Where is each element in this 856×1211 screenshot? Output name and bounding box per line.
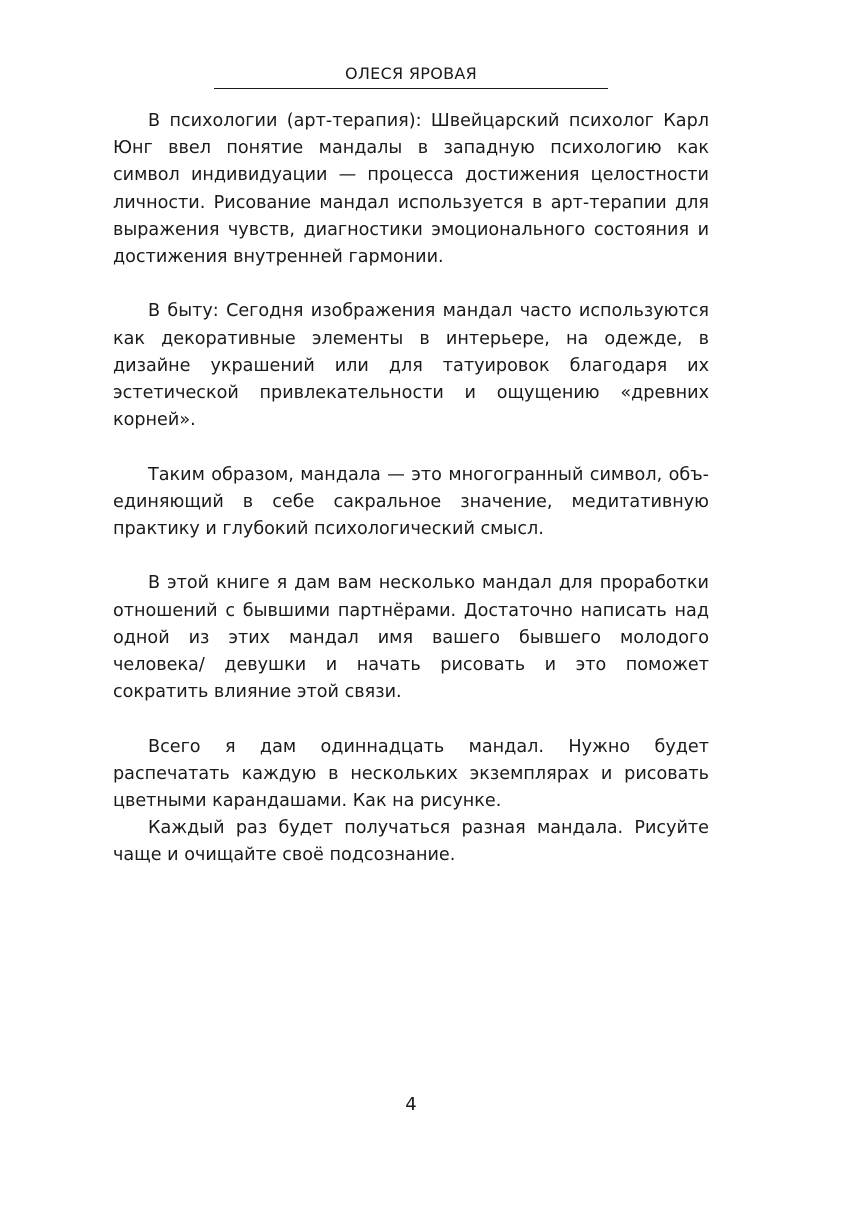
paragraph-psychology: В психологии (арт-терапия): Швейцарский психолог Карл Юнг ввел понятие мандалы в западную психологию как символ индивидуации — процесса достижения целостности личности. Рисование мандал используется в арт-терапии для выражения чувств, диагностики эмоционального состояния и достижения внутренней гармонии. (113, 111, 709, 268)
paragraph-instructions: Всего я дам одиннадцать мандал. Нужно будет распечатать каждую в нескольких экземплярах и рисовать цветными карандашами. Как на рисунке. (113, 736, 709, 812)
paragraph-book-purpose: В этой книге я дам вам несколько мандал для проработки отношений с бывшими партнёрами. Достаточно написать над одной из этих мандал имя вашего бывшего молодого человека/ девушки и начать рисовать и это поможет сократить влияние этой связи. (113, 573, 709, 703)
page-number: 4 (405, 1094, 417, 1115)
paragraph-conclusion: Таким образом, мандала — это многогранный символ, объединяющий в себе сакральное значение, медитативную практику и глубокий психологический смысл. (113, 464, 709, 540)
paragraph-everyday-life: В быту: Сегодня изображения мандал часто используются как декоративные элементы в интерьере, на одежде, в дизайне украшений или для татуировок благодаря их эстетической привлекательности и ощущению «древних корней». (113, 301, 709, 431)
body-text (113, 108, 709, 870)
paragraph-advice: Каждый раз будет получаться разная мандала. Рисуйте чаще и очищайте своё подсознание. (113, 818, 709, 866)
running-header-author: ОЛЕСЯ ЯРОВАЯ (214, 62, 608, 89)
